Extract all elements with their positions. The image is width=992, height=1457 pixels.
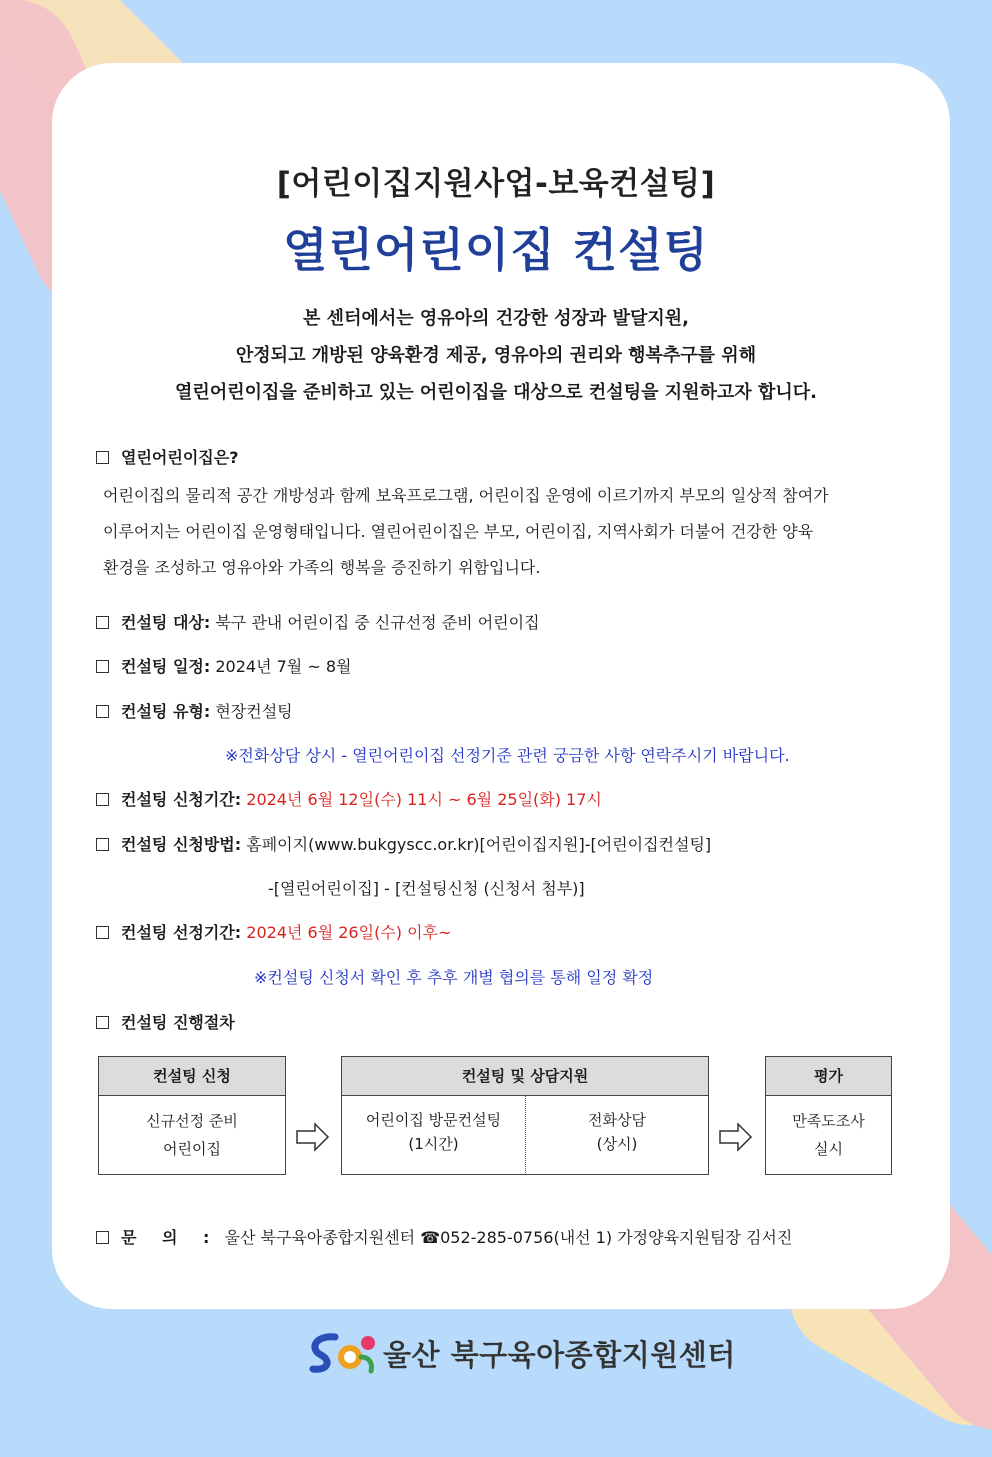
arrow-right-icon — [719, 1122, 753, 1152]
process-step-apply — [98, 1056, 286, 1175]
selection-note: ※컨설팅 신청서 확인 후 추후 개별 협의를 통해 일정 확정 — [254, 968, 654, 987]
section-selection-period — [96, 920, 451, 943]
apply-method-label: 컨설팅 신청방법: — [121, 835, 242, 854]
checkbox-bullet-icon — [96, 1231, 109, 1244]
checkbox-bullet-icon — [96, 660, 109, 673]
type-label: 컨설팅 유형: — [121, 702, 211, 721]
process-step-evaluation — [765, 1056, 892, 1175]
footer-center-name: 울산 북구육아종합지원센터 — [383, 1338, 736, 1372]
program-title: [어린이집지원사업-보육컨설팅] — [276, 166, 716, 202]
description-line: 이루어지는 어린이집 운영형태입니다. 열린어린이집은 부모, 어린이집, 지역사회가 더불어 건강한 양육 — [103, 522, 814, 541]
intro-line: 안정되고 개방된 양육환경 제공, 영유아의 권리와 행복추구를 위해 — [235, 345, 757, 366]
what-is-description — [103, 478, 903, 586]
arrow-right-icon — [296, 1122, 330, 1152]
section-what-is — [96, 445, 238, 468]
apply-method-link[interactable]: 홈페이지(www.bukgyscc.or.kr)[어린이집지원]-[어린이집컨설팅] — [246, 835, 712, 854]
checkbox-bullet-icon — [96, 1016, 109, 1029]
step-line: 실시 — [814, 1140, 843, 1158]
step-line: 어린이집 — [163, 1140, 221, 1158]
checkbox-bullet-icon — [96, 705, 109, 718]
checkbox-bullet-icon — [96, 616, 109, 629]
process-step-consult — [341, 1056, 709, 1175]
section-contact — [96, 1225, 792, 1248]
center-logo-icon — [305, 1327, 381, 1377]
step-line: 만족도조사 — [792, 1112, 865, 1130]
apply-period-label: 컨설팅 신청기간: — [121, 790, 242, 809]
target-value: 북구 관내 어린이집 중 신규선정 준비 어린이집 — [215, 613, 540, 632]
checkbox-bullet-icon — [96, 838, 109, 851]
intro-line: 열린어린이집을 준비하고 있는 어린이집을 대상으로 컨설팅을 지원하고자 합니다. — [175, 382, 817, 403]
contact-value: 울산 북구육아종합지원센터 ☎052-285-0756(내선 1) 가정양육지원팀장 김서진 — [224, 1228, 793, 1247]
description-line: 어린이집의 물리적 공간 개방성과 함께 보육프로그램, 어린이집 운영에 이르기까지 부모의 일상적 참여가 — [103, 486, 829, 505]
step-heading: 컨설팅 및 상담지원 — [342, 1057, 708, 1096]
step-line: 신규선정 준비 — [146, 1112, 238, 1130]
apply-method-continued: -[열린어린이집] - [컨설팅신청 (신청서 첨부)] — [268, 879, 585, 898]
step-line: 전화상담 — [588, 1111, 646, 1129]
checkbox-bullet-icon — [96, 926, 109, 939]
schedule-label: 컨설팅 일정: — [121, 657, 211, 676]
intro-text — [0, 300, 992, 411]
section-target — [96, 610, 540, 633]
type-value: 현장컨설팅 — [215, 702, 293, 721]
step-line: (1시간) — [408, 1135, 459, 1153]
step-line: 어린이집 방문컨설팅 — [365, 1111, 502, 1129]
section-type — [96, 699, 293, 722]
selection-period-value: 2024년 6월 26일(수) 이후~ — [246, 923, 452, 942]
section-schedule — [96, 654, 351, 677]
process-label: 컨설팅 진행절차 — [121, 1013, 235, 1032]
checkbox-bullet-icon — [96, 793, 109, 806]
apply-period-value: 2024년 6월 12일(수) 11시 ~ 6월 25일(화) 17시 — [246, 790, 602, 809]
description-line: 환경을 조성하고 영유아와 가족의 행복을 증진하기 위함입니다. — [103, 558, 541, 577]
phone-consult-note: ※전화상담 상시 - 열린어린이집 선정기준 관련 궁금한 사항 연락주시기 바랍니다. — [225, 746, 790, 765]
contact-label: 문 의 : — [121, 1228, 220, 1247]
schedule-value: 2024년 7월 ~ 8월 — [215, 657, 352, 676]
intro-line: 본 센터에서는 영유아의 건강한 성장과 발달지원, — [303, 308, 689, 329]
page-title: 열린어린이집 컨설팅 — [283, 223, 709, 277]
section-process — [96, 1010, 235, 1033]
step-line: (상시) — [596, 1135, 638, 1153]
selection-period-label: 컨설팅 선정기간: — [121, 923, 242, 942]
step-heading: 컨설팅 신청 — [99, 1057, 285, 1096]
section-apply-method — [96, 832, 711, 855]
checkbox-bullet-icon — [96, 451, 109, 464]
section-heading: 열린어린이집은? — [121, 448, 239, 467]
section-apply-period — [96, 787, 602, 810]
step-heading: 평가 — [766, 1057, 891, 1096]
target-label: 컨설팅 대상: — [121, 613, 211, 632]
